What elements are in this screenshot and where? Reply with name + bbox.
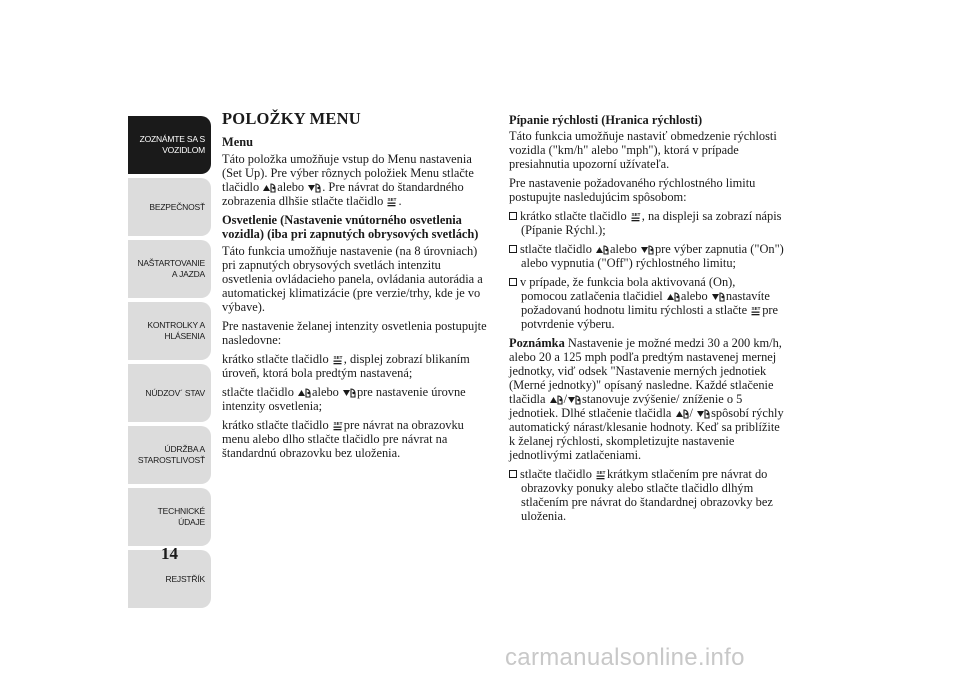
lighting-step-1 [222,352,492,380]
text: krátko stlačte tlačidlo [520,209,627,223]
set-button-icon [596,469,606,480]
text: stlačte tlačidlo [520,467,592,481]
text: / [689,406,693,420]
tab-bezpecnost[interactable] [128,178,211,236]
up-button-icon [298,387,311,398]
text: alebo [680,289,708,303]
tab-zoznamte-sa-s-vozidlom[interactable] [128,116,211,174]
down-button-icon [308,182,321,193]
tab-kontrolky-a-hlasenia[interactable] [128,302,211,360]
tab-label: REJSTŘÍK [165,573,205,584]
text: spôsobí rýchly automatický nárast/klesanie hodnoty. Keď sa priblížite k želanej rýchlosti, skompletizujte nastavenie jednotlivými zatlačeniami. [509,406,784,462]
list-item [509,467,784,523]
list-item [509,209,784,237]
text: stlačte tlačidlo [520,242,592,256]
left-column [222,110,492,465]
tab-label: KONTROLKY A HLÁSENIA [147,320,205,341]
text: pre nastavenie úrovne intenzity osvetlenia; [222,385,466,413]
checkbox-bullet-icon [509,470,517,478]
menu-heading: Menu [222,135,253,149]
text: krátko stlačte tlačidlo [222,352,329,366]
menu-paragraph [222,152,492,208]
up-button-icon [676,408,689,419]
tab-label: NAŠTARTOVANIE A JAZDA [137,258,205,279]
text: stlačte tlačidlo [222,385,294,399]
speed-beep-paragraph: Táto funkcia umožňuje nastaviť obmedzenie rýchlosti vozidla ("km/h" alebo "mph"), ktorá v prípade presiahnutia upozorní užívateľa. [509,129,777,171]
tab-label: ÚDRŽBA A STAROSTLIVOSŤ [137,444,205,465]
text: , na displeji sa zobrazí nápis (Pípanie Rýchl.); [521,209,782,237]
up-button-icon [550,394,563,405]
chapter-tabs [128,116,211,612]
set-button-icon [631,211,641,222]
text: krátko stlačte tlačidlo [222,418,329,432]
set-button-icon [751,305,761,316]
lighting-heading: Osvetlenie (Nastavenie vnútorného osvetlenia vozidla) (iba pri zapnutých obrysových svetlách) [222,213,479,241]
text: alebo [277,180,305,194]
text: v prípade, že funkcia bola aktivovaná (On), pomocou zatlačenia tlačidiel [520,275,736,303]
tab-label: BEZPEČNOSŤ [149,201,205,212]
text: . Pre návrat do štandardného zobrazenia dlhšie stlačte tlačidlo [222,180,464,208]
text: , displej zobrazí blikaním úroveň, ktorá bola predtým nastavená; [222,352,470,380]
list-item [509,242,784,270]
lighting-step-2 [222,385,492,413]
up-button-icon [263,182,276,193]
checkbox-bullet-icon [509,278,517,286]
lighting-steps-intro: Pre nastavenie želanej intenzity osvetlenia postupujte nasledovne: [222,319,487,347]
text: alebo [312,385,339,399]
up-button-icon [596,244,609,255]
tab-label: NÚDZOV´ STAV [145,387,205,398]
up-button-icon [667,291,680,302]
lighting-paragraph: Táto funkcia umožňuje nastavenie (na 8 úrovniach) pri zapnutých obrysových svetlách intenzitu osvetlenia ovládacieho panela, ovládania autorádia a automatickej klimatizácie (pre verzie/trhy, kde je vo výbave). [222,244,483,314]
tab-technicke-udaje[interactable] [128,488,211,546]
down-button-icon [568,394,581,405]
text: / [563,392,568,406]
text: stanovuje zvýšenie/ zníženie o 5 jednotiek. Dlhé stlačenie tlačidla [509,392,743,420]
text: krátkym stlačením pre návrat do obrazovky ponuky alebo stlačte tlačidlo dlhým stlačením pre návrat do štandardnej obrazovky bez uloženia. [521,467,773,523]
set-button-icon [333,354,343,365]
speed-beep-heading: Pípanie rýchlosti (Hranica rýchlosti) [509,113,703,127]
down-button-icon [641,244,654,255]
tab-nudzovy-stav[interactable] [128,364,211,422]
down-button-icon [343,387,356,398]
text: nastavíte požadovanú hodnotu limitu rýchlosti a stlačte [521,289,770,317]
right-column [509,113,784,528]
tab-label: TECHNICKÉ ÚDAJE [157,506,205,527]
text: alebo [610,242,637,256]
text: pre návrat na obrazovku menu alebo dlho stlačte tlačidlo pre návrat na štandardnú obrazovku bez uloženia. [222,418,464,460]
set-button-icon [333,420,343,431]
down-button-icon [697,408,710,419]
text: pre potvrdenie výberu. [521,303,779,331]
text: . [398,194,402,208]
list-item [509,275,784,331]
text: pre výber zapnutia ("On") alebo vypnutia ("Off") rýchlostného limitu; [521,242,784,270]
tab-label: ZOZNÁMTE SA S VOZIDLOM [139,134,205,155]
text: Nastavenie je možné medzi 30 a 200 km/h, alebo 20 a 125 mph podľa predtým nastavenej mernej jednotky, viď odsek "Nastavenie merných jednotiek (Merné jednotky)" opísaný nasledne. Každé stlačenie tlačidla [509,336,782,406]
checkbox-bullet-icon [509,245,517,253]
note-label: Poznámka [509,336,565,350]
page-number: 14 [161,544,178,563]
text: Táto položka umožňuje vstup do Menu nastavenia (Set Up). Pre výber rôznych položiek Menu stlačte tlačidlo [222,152,474,194]
set-button-icon [387,196,397,207]
down-button-icon [712,291,725,302]
checkbox-bullet-icon [509,212,517,220]
lighting-step-3 [222,418,492,460]
tab-nastartovanie-a-jazda[interactable] [128,240,211,298]
note-paragraph [509,336,784,462]
watermark: carmanualsonline.info [505,644,745,671]
section-title: POLOŽKY MENU [222,109,361,128]
tab-udrzba-a-starostlivost[interactable] [128,426,211,484]
speed-beep-steps-intro: Pre nastavenie požadovaného rýchlostného limitu postupujte nasledujúcim spôsobom: [509,176,756,204]
